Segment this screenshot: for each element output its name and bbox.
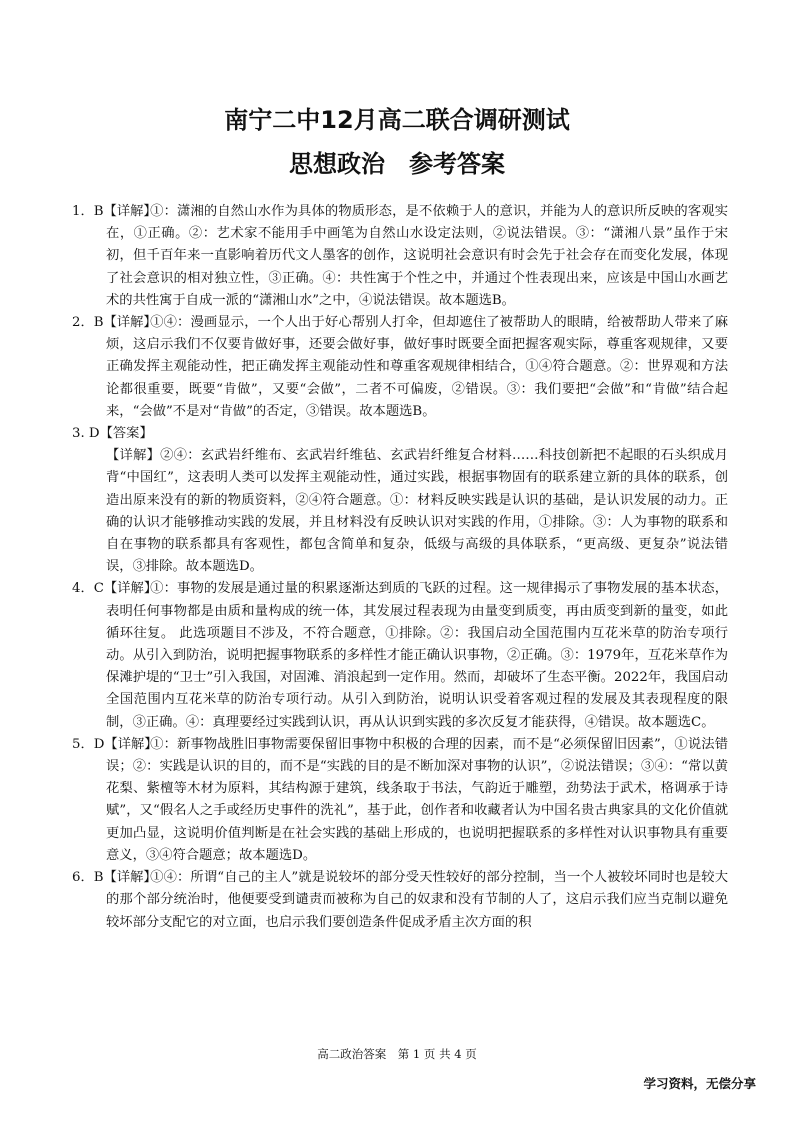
answer-number: 1．B【详解】 [72,204,157,219]
answer-text: ①④：漫画显示，一个人出于好心帮别人打伞，但却遮住了被帮助人的眼睛，给被帮助人带来了麻烦，这启示我们不仅要肯做好事，还要会做好事，做好事时既要全面把握客观实际，尊重客观规律，又要正确发挥主观能动性，把正确发挥主观能动性和尊重客观规律相结合，①④符合题意。②：世界观和方法论都很重要，既要“肯做”，又要“会做”，二者不可偏废，②错误。③：我们要把“会做”和“肯做”结合起来，“会做”不是对“肯做”的否定，③错误。故本题选B。 [106,315,728,419]
answer-number: 5．D【详解】 [72,736,158,752]
page-footer: 高二政治答案 第 1 页 共 4 页 [317,1047,477,1061]
share-note: 学习资料，无偿分享 [643,1076,756,1091]
page-title: 南宁二中12月高二联合调研测试 [224,106,570,134]
answer-list [72,201,728,934]
answer-text: ①④：所谓“自己的主人”就是说较坏的部分受天性较好的部分控制，当一个人被较坏同时也是较大的那个部分统治时，他便要受到谴责而被称为自己的奴隶和没有节制的人了，这启示我们应当克制以避免较坏部分支配它的对立面，也启示我们要创造条件促成矛盾主次方面的积 [106,870,728,930]
answer-text: ①：潇湘的自然山水作为具体的物质形态，是不依赖于人的意识，并能为人的意识所反映的客观实在，①正确。②：艺术家不能用手中画笔为自然山水设定法则，②说法错误。③：“潇湘八景”虽作于宋初，但千百年来一直影响着历代文人墨客的创作，这说明社会意识有时会先于社会存在而变化发展，体现了社会意识的相对独立性，③正确。④：共性寓于个性之中，并通过个性表现出来，应该是中国山水画艺术的共性寓于自成一派的“潇湘山水”之中，④说法错误。故本题选B。 [106,204,728,308]
answer-item [72,423,728,578]
answer-number: 6．B【详解】 [72,870,157,886]
answer-number: 2．B【详解】 [72,315,157,331]
answer-text: ①：事物的发展是通过量的积累逐渐达到质的飞跃的过程。这一规律揭示了事物发展的基本状态，表明任何事物都是由质和量构成的统一体，其发展过程表现为由量变到质变，再由质变到新的量变，如此循环往复。 此选项题目不涉及，不符合题意，①排除。②：我国启动全国范围内互花米草的防治专项行动。从引入到防治，说明把握事物联系的多样性才能正确认识事物，②正确。③：1979年，互花米草作为保滩护堤的“卫士”引入我国，对固滩、消浪起到一定作用。然而，却破坏了生态平衡。2022年，我国启动全国范围内互花米草的防治专项行动。从引入到防治，说明认识受着客观过程的发展及其表现程度的限制，③正确。④：真理要经过实践到认识，再从认识到实践的多次反复才能获得，④错误。故本题选C。 [106,581,728,730]
answer-number: 4．C【详解】 [72,581,158,597]
answer-item [72,734,728,867]
answer-item [72,201,728,312]
answer-text: ①：新事物战胜旧事物需要保留旧事物中积极的合理的因素，而不是“必须保留旧因素”，①说法错误；②：实践是认识的目的，而不是“实践的目的是不断加深对事物的认识”，②说法错误；③④：“常以黄花梨、紫檀等木材为原料，其结构源于建筑，线条取于书法，气韵近于雕塑，劲势法于武术，格调承于诗赋”，又“假名人之手或经历史事件的洗礼”，基于此，创作者和收藏者认为中国名贵古典家具的文化价值就更加凸显，这说明价值判断是在社会实践的基础上形成的，也说明把握联系的多样性对认识事物具有重要意义，③④符合题意；故本题选D。 [106,736,728,863]
answer-item [72,578,728,733]
answer-number: 3. D【答案】 [72,426,153,442]
answer-item [72,867,728,934]
page-subtitle: 思想政治 参考答案 [289,150,505,178]
answer-text: 【详解】②④：玄武岩纤维布、玄武岩纤维毡、玄武岩纤维复合材料……科技创新把不起眼的石头织成月背“中国红”，这表明人类可以发挥主观能动性，通过实践，根据事物固有的联系建立新的具体的联系，创造出原来没有的新的物质资料，②④符合题意。①：材料反映实践是认识的基础，是认识发展的动力。正确的认识才能够推动实践的发展，并且材料没有反映认识对实践的作用，①排除。③：人为事物的联系和自在事物的联系都具有客观性，都包含简单和复杂，低级与高级的具体联系，“更高级、更复杂”说法错误，③排除。故本题选D。 [106,448,728,575]
answer-item [72,312,728,423]
